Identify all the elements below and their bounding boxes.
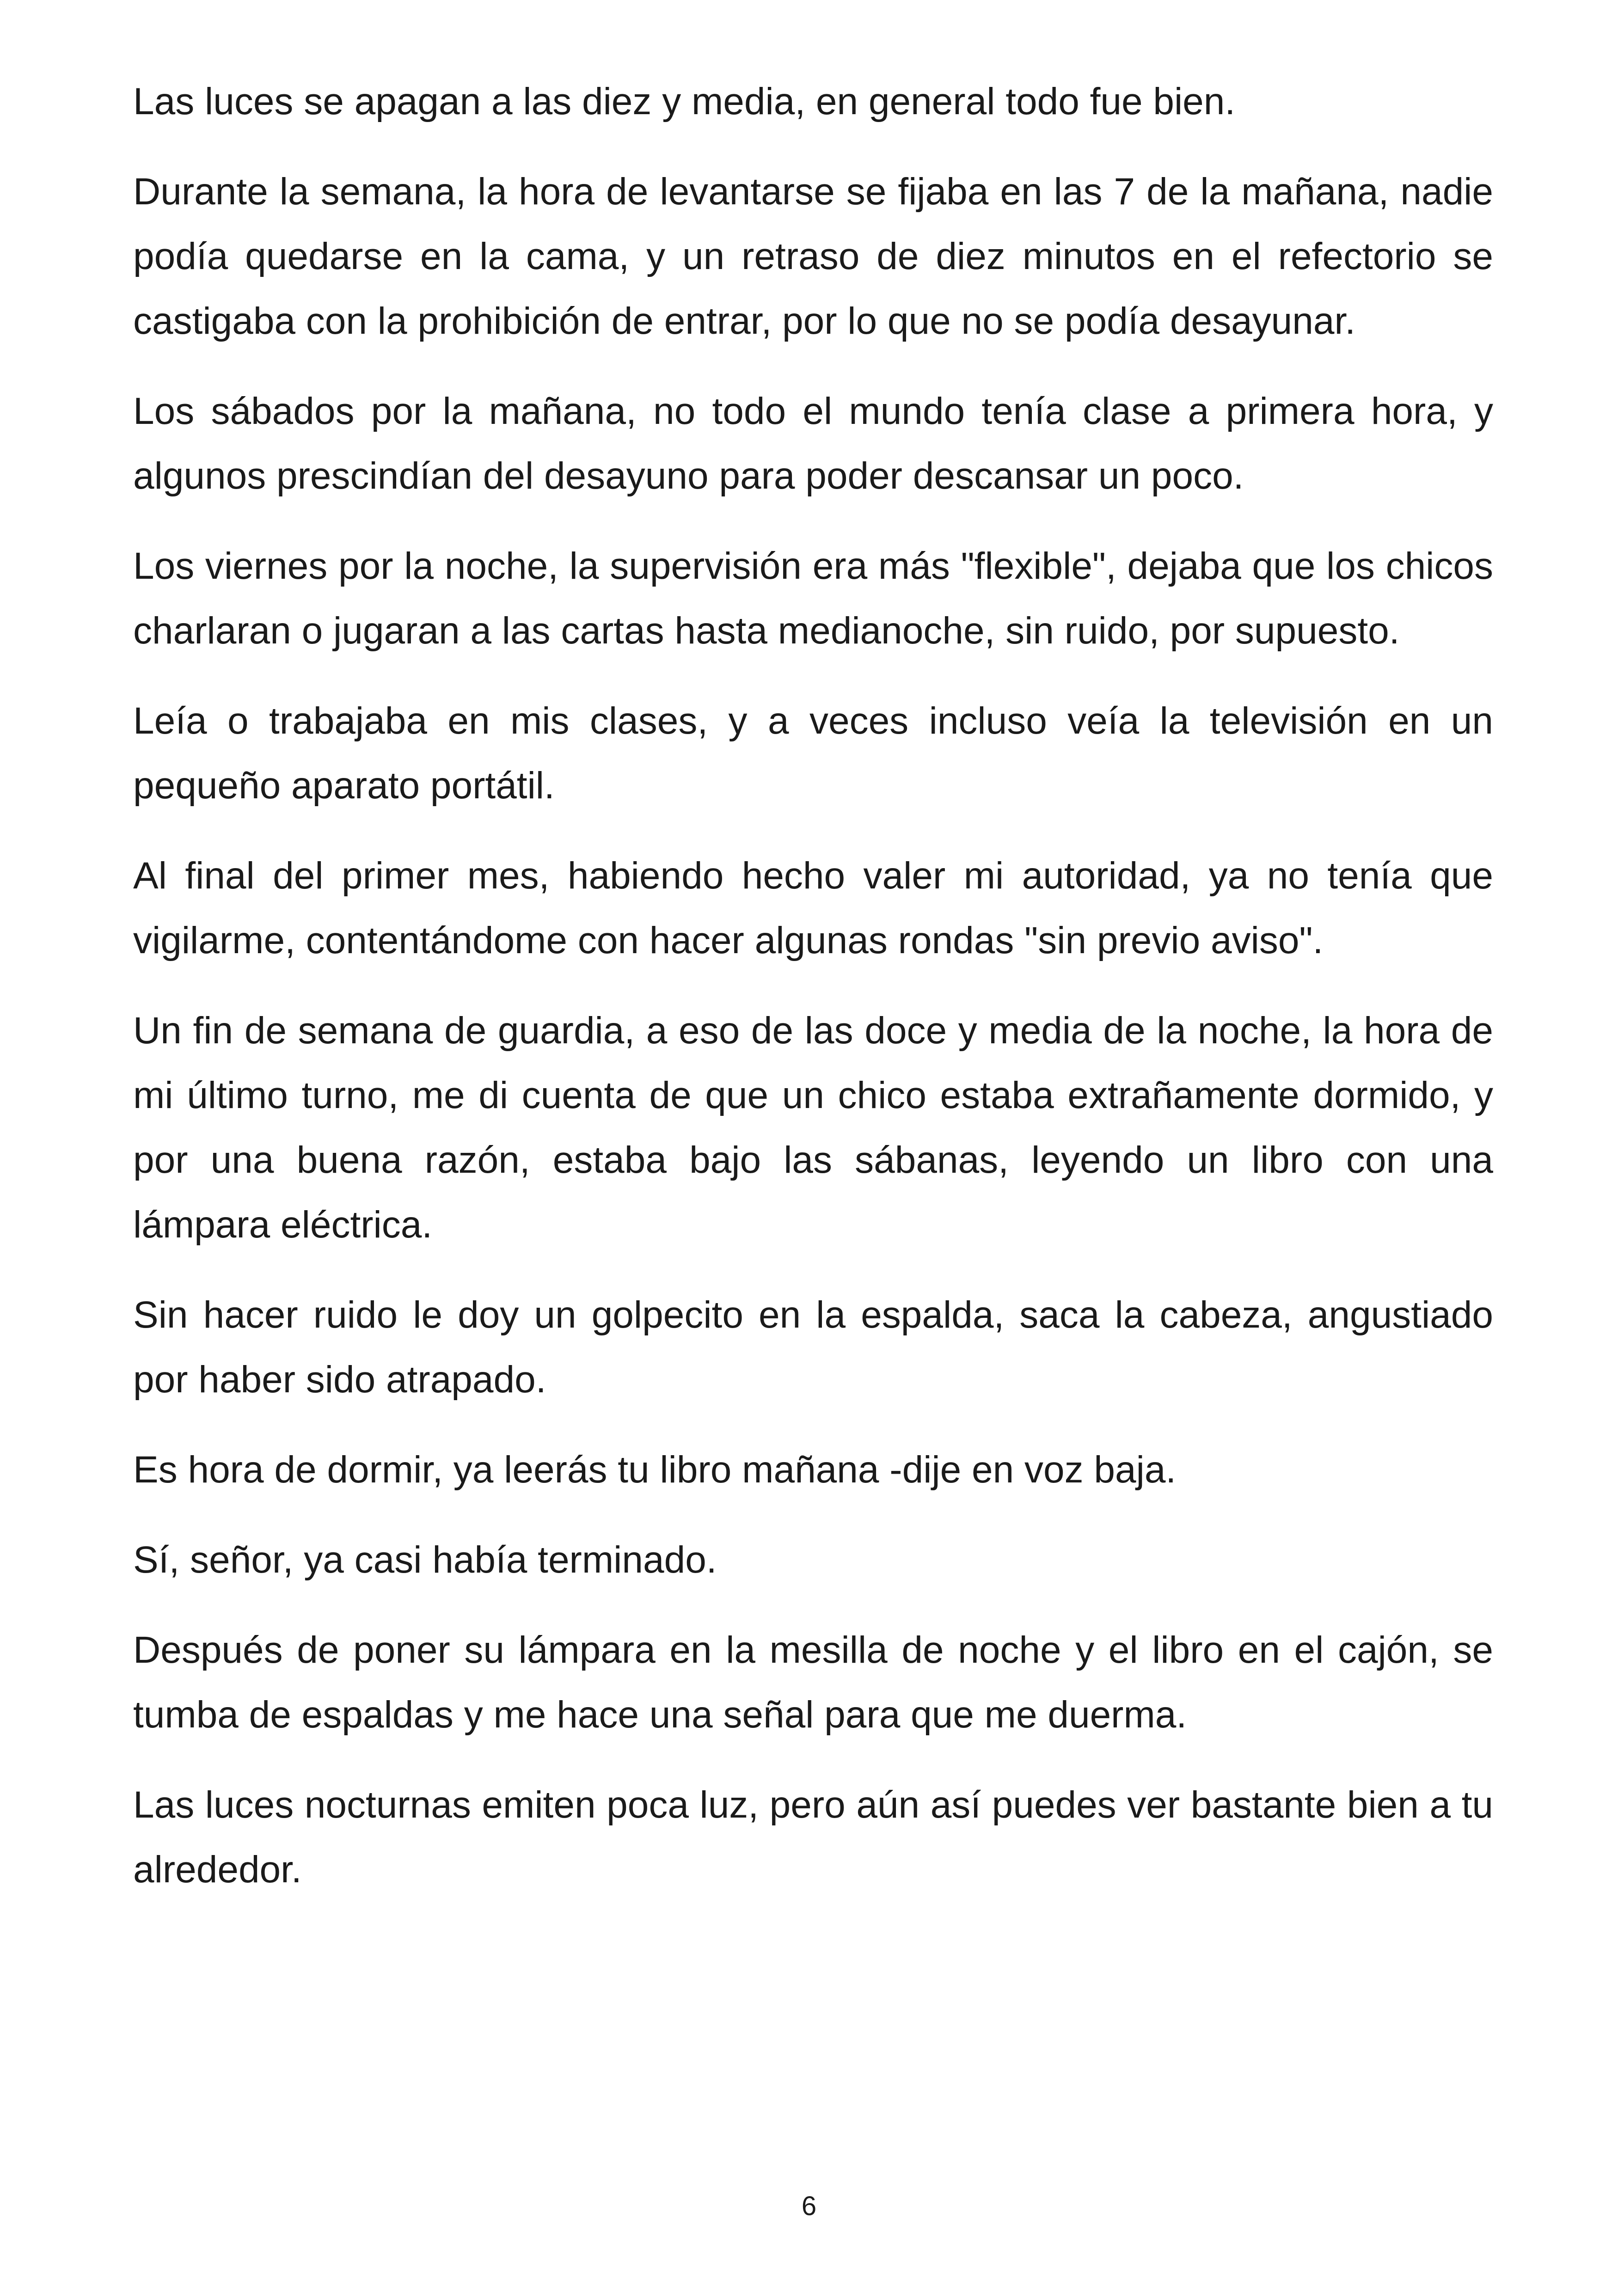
paragraph: Los viernes por la noche, la supervisión era más "flexible", dejaba que los chicos charlaran o jugaran a las cartas hasta medianoche, sin ruido, por supuesto. [133, 545, 1493, 652]
page-number: 6 [801, 2191, 817, 2221]
paragraph: Un fin de semana de guardia, a eso de las doce y media de la noche, la hora de mi último turno, me di cuenta de que un chico estaba extrañamente dormido, y por una buena razón, estaba bajo las sábanas, leyendo un libro con una lámpara eléctrica. [133, 1010, 1493, 1246]
body-text [133, 69, 1493, 1928]
paragraph: Sin hacer ruido le doy un golpecito en la espalda, saca la cabeza, angustiado por haber sido atrapado. [133, 1294, 1493, 1401]
paragraph: Durante la semana, la hora de levantarse se fijaba en las 7 de la mañana, nadie podía quedarse en la cama, y un retraso de diez minutos en el refectorio se castigaba con la prohibición de entrar, por lo que no se podía desayunar. [133, 171, 1493, 342]
paragraph: Las luces nocturnas emiten poca luz, pero aún así puedes ver bastante bien a tu alrededor. [133, 1784, 1493, 1891]
paragraph: Leía o trabajaba en mis clases, y a veces incluso veía la televisión en un pequeño aparato portátil. [133, 700, 1493, 807]
paragraph: Es hora de dormir, ya leerás tu libro mañana -dije en voz baja. [133, 1449, 1177, 1491]
paragraph: Al final del primer mes, habiendo hecho valer mi autoridad, ya no tenía que vigilarme, contentándome con hacer algunas rondas "sin previo aviso". [133, 855, 1493, 961]
paragraph: Las luces se apagan a las diez y media, en general todo fue bien. [133, 80, 1236, 122]
paragraph: Los sábados por la mañana, no todo el mundo tenía clase a primera hora, y algunos prescindían del desayuno para poder descansar un poco. [133, 390, 1493, 497]
paragraph: Después de poner su lámpara en la mesilla de noche y el libro en el cajón, se tumba de espaldas y me hace una señal para que me duerma. [133, 1629, 1493, 1736]
paragraph: Sí, señor, ya casi había terminado. [133, 1539, 717, 1581]
